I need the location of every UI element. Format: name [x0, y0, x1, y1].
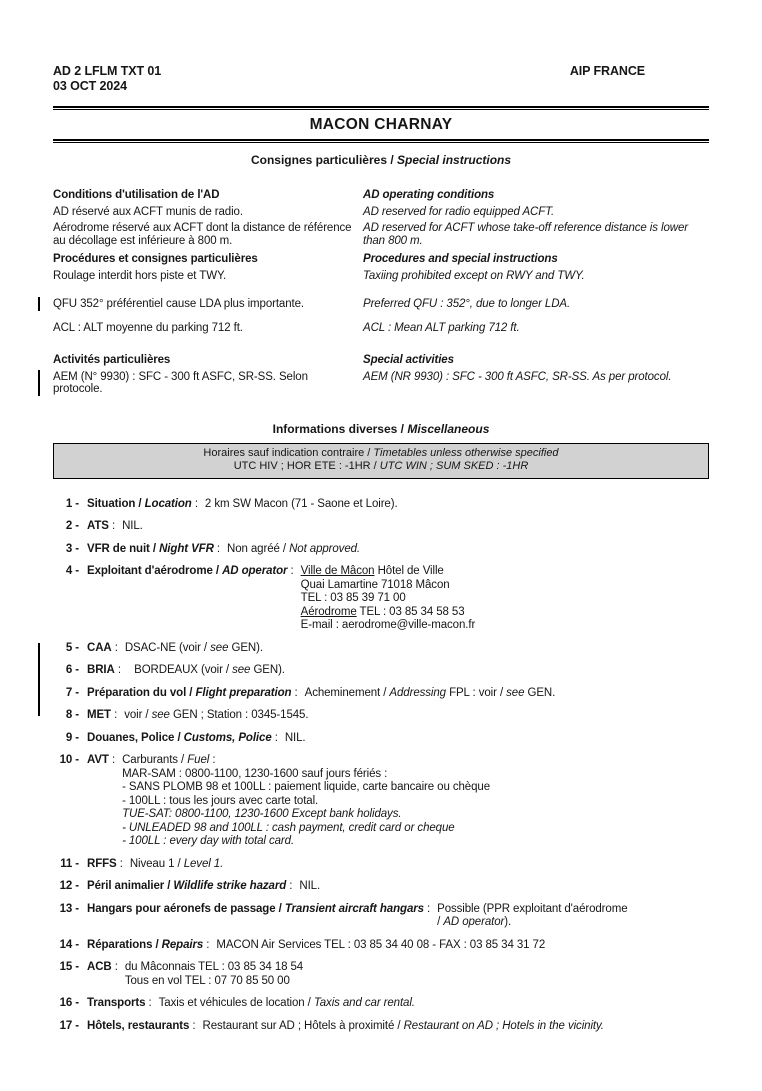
text-segment: Réparations [87, 938, 153, 951]
page-header [53, 64, 709, 94]
english-column [363, 189, 689, 400]
item-label [87, 939, 209, 953]
item-12-wildlife-strike-hazard [53, 880, 709, 894]
text-segment: Situation [87, 497, 136, 510]
item-number: 14 - [59, 938, 79, 951]
text-segment: AD operating conditions [363, 189, 495, 201]
item-label [87, 858, 123, 872]
text-segment: : [145, 997, 152, 1009]
value-line [125, 642, 263, 656]
value-line [130, 858, 223, 872]
text-segment: Possible (PPR exploitant d'aérodrome [437, 902, 628, 915]
text-segment: Hangars pour aéronefs de passage [87, 902, 276, 915]
value-line [299, 880, 320, 894]
document-date: 03 OCT 2024 [53, 79, 127, 93]
item-13-transient-aircraft-hangars [53, 903, 709, 930]
text-segment: MET [87, 709, 111, 721]
text-segment: NIL. [284, 731, 306, 744]
value-line [122, 822, 490, 836]
text-segment: Niveau 1 / [129, 857, 184, 870]
text-segment: Not approved. [289, 542, 361, 555]
text-segment: RFFS [87, 857, 117, 870]
instruction-heading [363, 253, 689, 266]
text-segment: Addressing [389, 686, 446, 699]
text-segment: GEN). [228, 641, 263, 654]
instruction-paragraph [363, 322, 689, 335]
text-segment: Horaires sauf indication contraire / [203, 446, 374, 459]
text-segment: TUE-SAT: 0800-1100, 1230-1600 Except bank holidays. [122, 808, 402, 820]
item-value [128, 664, 285, 678]
text-segment: - 100LL : every day with total card. [122, 835, 295, 847]
value-line [301, 592, 476, 606]
instruction-paragraph-amended [53, 371, 353, 396]
text-segment: : [111, 961, 118, 973]
text-segment: / [212, 565, 223, 577]
item-label [87, 642, 118, 656]
text-segment: see [232, 664, 251, 676]
instruction-paragraph-amended [53, 298, 353, 311]
text-segment: AD reserved for ACFT whose take-off reference distance is lower than 800 m. [363, 222, 688, 247]
text-segment: Péril animalier [87, 880, 165, 892]
text-segment: BORDEAUX (voir / [127, 664, 233, 676]
item-label [87, 754, 115, 768]
value-line [285, 732, 306, 746]
item-1-situation [53, 498, 709, 512]
french-column [53, 189, 353, 400]
item-value [202, 1020, 603, 1034]
text-segment: Acheminement / [304, 686, 390, 699]
item-value [305, 687, 556, 701]
item-10-avt-fuel [53, 754, 709, 849]
text-segment: AEM (NR 9930) : SFC - 300 ft ASFC, SR-SS. As per protocol. [363, 370, 672, 383]
text-segment: E-mail : aerodrome@ville-macon.fr [300, 619, 476, 631]
item-11-rffs [53, 858, 709, 872]
item-number: 2 - [65, 520, 79, 532]
text-segment: / [152, 938, 162, 951]
text-segment: : [114, 664, 121, 676]
text-segment: Préparation du vol [87, 686, 187, 699]
item-label [87, 1020, 195, 1034]
text-segment: see [210, 641, 229, 654]
value-line [122, 520, 143, 534]
value-line [301, 619, 476, 633]
text-segment: : [213, 542, 220, 555]
timetable-line [54, 447, 708, 461]
text-segment: Taxis and car rental. [313, 997, 415, 1009]
item-17-hotels-restaurants [53, 1020, 709, 1034]
item-value [227, 543, 360, 557]
text-segment: Conditions d'utilisation de l'AD [53, 189, 220, 201]
value-line [159, 997, 415, 1011]
text-segment: CAA [87, 641, 112, 654]
value-line [205, 498, 398, 512]
instruction-paragraph [363, 270, 689, 283]
text-segment: : [291, 686, 298, 699]
text-segment: / [437, 916, 444, 928]
text-segment: / [275, 902, 285, 915]
text-segment: AD operator [222, 565, 288, 577]
text-segment: AEM (N° 9930) : SFC - 300 ft ASFC, SR-SS. Selon protocole. [53, 370, 308, 395]
text-segment: : [108, 520, 116, 532]
text-segment: : [286, 880, 293, 892]
item-label [87, 997, 152, 1011]
section-subtitle [53, 153, 709, 167]
text-segment: TEL : 03 85 39 71 00 [300, 592, 406, 604]
value-line [227, 543, 360, 557]
item-value [437, 903, 627, 930]
instruction-paragraph [363, 298, 689, 311]
instruction-heading [53, 189, 353, 202]
text-segment: : [203, 938, 210, 951]
item-number: 8 - [65, 709, 79, 721]
item-6-bria [53, 664, 709, 678]
value-line [122, 795, 490, 809]
text-segment: BRIA [87, 664, 115, 676]
text-segment: Procedures and special instructions [363, 253, 558, 265]
item-value [216, 939, 545, 953]
page-title: MACON CHARNAY [309, 116, 453, 133]
text-segment: : [108, 754, 116, 766]
text-segment: - SANS PLOMB 98 et 100LL : paiement liquide, carte bancaire ou chèque [122, 781, 490, 793]
text-segment: GEN. [524, 686, 556, 699]
value-line [122, 768, 490, 782]
text-segment: MACON Air Services TEL : 03 85 34 40 08 - FAX : 03 85 34 31 72 [216, 938, 546, 951]
item-value [159, 997, 415, 1011]
text-segment: : [189, 1019, 196, 1032]
value-line [437, 916, 627, 930]
text-segment: Night VFR [159, 542, 214, 555]
text-segment: voir / [124, 709, 152, 721]
text-segment: Exploitant d'aérodrome [87, 565, 213, 577]
item-label [87, 543, 220, 557]
item-number: 6 - [65, 664, 79, 676]
text-segment: AD reserved for radio equipped ACFT. [363, 205, 555, 218]
text-segment: : [111, 641, 118, 654]
text-segment: du Mâconnais TEL : 03 85 34 18 54 [124, 961, 304, 973]
text-segment: AVT [87, 754, 109, 766]
item-label [87, 880, 292, 894]
amended-items-group [53, 642, 709, 723]
text-segment: Consignes particulières / [250, 153, 397, 167]
text-segment: NIL. [299, 880, 321, 892]
item-value [130, 858, 223, 872]
item-value [285, 732, 306, 746]
timetable-box [53, 443, 709, 479]
text-segment: FPL : voir / [445, 686, 507, 699]
text-segment: 2 km SW Macon (71 - Saone et Loire). [204, 497, 398, 510]
timetable-line [54, 460, 708, 474]
item-label [87, 709, 117, 723]
item-value [122, 754, 490, 849]
text-segment: ). [504, 916, 512, 928]
item-value [122, 520, 143, 534]
text-segment: Aérodrome réservé aux ACFT dont la distance de référence au décollage est inférieure à 800 m. [53, 222, 352, 247]
text-segment: UTC WIN ; SUM SKED : -1HR [379, 460, 529, 472]
text-segment: Restaurant on AD ; Hotels in the vicinity. [403, 1019, 604, 1032]
text-segment: : [287, 565, 294, 577]
instruction-paragraph [53, 222, 353, 247]
text-segment: Douanes, Police [87, 731, 175, 744]
text-segment: Timetables unless otherwise specified [373, 446, 559, 459]
text-segment: Miscellaneous [407, 421, 490, 436]
item-label [87, 565, 294, 579]
text-segment: Tous en vol TEL : 07 70 85 50 00 [124, 974, 290, 987]
item-value [124, 709, 308, 723]
item-number: 3 - [65, 542, 79, 555]
text-segment: Hôtels, restaurants [87, 1019, 190, 1032]
value-line [301, 606, 476, 620]
text-segment: Roulage interdit hors piste et TWY. [53, 269, 227, 282]
item-2-ats [53, 520, 709, 534]
text-segment: Wildlife strike hazard [173, 880, 287, 892]
text-segment: : [423, 902, 431, 915]
text-segment: Activités particulières [53, 354, 171, 366]
item-value [301, 565, 476, 633]
instruction-heading [363, 354, 689, 367]
instruction-heading [363, 189, 689, 202]
text-segment: : [116, 857, 123, 870]
item-14-repairs [53, 939, 709, 953]
text-segment: AD réservé aux ACFT munis de radio. [53, 205, 243, 218]
miscellaneous-heading [53, 422, 709, 436]
item-8-met [53, 709, 709, 723]
text-segment: VFR de nuit [87, 542, 150, 555]
text-segment: Restaurant sur AD ; Hôtels à proximité / [202, 1019, 404, 1032]
item-number: 15 - [59, 961, 79, 973]
text-segment: Ville de Mâcon [300, 565, 375, 577]
value-line [202, 1020, 603, 1034]
document-reference-block [53, 64, 161, 94]
text-segment: Flight preparation [195, 686, 292, 699]
text-segment: Preferred QFU : 352°, due to longer LDA. [363, 298, 571, 310]
text-segment: - UNLEADED 98 and 100LL : cash payment, credit card or cheque [122, 821, 455, 834]
text-segment: / [174, 731, 184, 744]
instruction-paragraph [363, 206, 689, 219]
item-number: 11 - [60, 857, 79, 870]
value-line [125, 961, 303, 975]
text-segment: MAR-SAM : 0800-1100, 1230-1600 sauf jours fériés : [122, 767, 388, 780]
value-line [125, 975, 303, 989]
horizontal-rule [53, 106, 709, 110]
text-segment: Special activities [363, 354, 454, 366]
item-number: 10 - [59, 754, 79, 766]
text-segment: Non agréé / [226, 542, 290, 555]
item-label [87, 520, 115, 534]
item-label [87, 498, 198, 512]
item-label [87, 961, 118, 975]
instruction-heading [53, 253, 353, 266]
item-number: 17 - [59, 1019, 79, 1032]
text-segment: Transient aircraft hangars [284, 902, 424, 915]
item-4-ad-operator [53, 565, 709, 633]
text-segment: Fuel [187, 754, 210, 766]
special-instructions-section [53, 189, 709, 400]
item-9-customs-police [53, 732, 709, 746]
horizontal-rule [53, 139, 709, 143]
instruction-paragraph [53, 270, 353, 283]
text-segment: GEN). [250, 664, 285, 676]
item-value [299, 880, 320, 894]
items-list [53, 498, 709, 1034]
instruction-paragraph [363, 222, 689, 247]
value-line [301, 565, 476, 579]
publication-name: AIP FRANCE [569, 64, 645, 78]
item-number: 12 - [59, 880, 79, 892]
item-label [87, 903, 430, 917]
value-line [122, 835, 490, 849]
text-segment: Hôtel de Ville [374, 565, 444, 577]
item-number: 5 - [65, 641, 79, 654]
item-number: 1 - [65, 497, 79, 510]
text-segment: Aérodrome [300, 605, 357, 618]
text-segment: : [209, 754, 216, 766]
instruction-paragraph [363, 371, 689, 384]
item-label [87, 732, 278, 746]
item-3-night-vfr [53, 543, 709, 557]
text-segment: TEL : 03 85 34 58 53 [356, 605, 465, 618]
value-line [437, 903, 627, 917]
text-segment: see [506, 686, 525, 699]
instruction-paragraph [53, 206, 353, 219]
item-number: 7 - [65, 686, 79, 699]
text-segment: Location [144, 497, 192, 510]
text-segment: - 100LL : tous les jours avec carte total. [122, 794, 319, 807]
text-segment: : [271, 731, 278, 744]
text-segment: GEN ; Station : 0345-1545. [169, 709, 309, 721]
value-line [301, 579, 476, 593]
value-line [122, 781, 490, 795]
item-16-transports [53, 997, 709, 1011]
text-segment: Quai Lamartine 71018 Mâcon [300, 578, 450, 591]
text-segment: : [191, 497, 198, 510]
text-segment: / [186, 686, 196, 699]
instruction-heading [53, 354, 353, 367]
text-segment: see [151, 709, 170, 721]
text-segment: Carburants / [122, 754, 188, 766]
item-value [205, 498, 398, 512]
text-segment: DSAC-NE (voir / [124, 641, 211, 654]
document-reference: AD 2 LFLM TXT 01 [53, 64, 162, 78]
value-line [305, 687, 556, 701]
text-segment: / [164, 880, 174, 892]
text-segment: Taxiing prohibited except on RWY and TWY. [363, 269, 585, 282]
text-segment: QFU 352° préférentiel cause LDA plus importante. [53, 298, 305, 310]
text-segment: Informations diverses / [272, 421, 408, 436]
value-line [122, 754, 490, 768]
item-number: 4 - [65, 565, 79, 577]
value-line [124, 709, 308, 723]
item-label [87, 664, 121, 678]
item-15-acb [53, 961, 709, 988]
text-segment: ACL : ALT moyenne du parking 712 ft. [53, 321, 243, 334]
text-segment: AD operator [443, 916, 505, 928]
item-label [87, 687, 298, 701]
value-line [122, 808, 490, 822]
text-segment: Level 1. [183, 857, 224, 870]
value-line [216, 939, 545, 953]
text-segment: / [135, 497, 145, 510]
item-number: 13 - [59, 902, 79, 915]
text-segment: ATS [87, 520, 109, 532]
text-segment: Transports [87, 997, 146, 1009]
text-segment: Customs, Police [183, 731, 272, 744]
value-line [128, 664, 285, 678]
item-value [125, 961, 303, 988]
text-segment: ACB [87, 961, 112, 973]
text-segment: / [149, 542, 160, 555]
text-segment: Repairs [161, 938, 204, 951]
text-segment: NIL. [122, 520, 143, 532]
text-segment: Procédures et consignes particulières [53, 253, 258, 265]
item-7-flight-preparation [53, 687, 709, 701]
item-5-caa [53, 642, 709, 656]
text-segment: Special instructions [397, 153, 512, 167]
text-segment: Taxis et véhicules de location / [158, 997, 314, 1009]
item-number: 16 - [59, 997, 79, 1009]
text-segment: ACL : Mean ALT parking 712 ft. [363, 321, 520, 334]
item-value [125, 642, 263, 656]
text-segment: UTC HIV ; HOR ETE : -1HR / [233, 460, 380, 472]
item-number: 9 - [65, 731, 79, 744]
instruction-paragraph [53, 322, 353, 335]
text-segment: : [110, 709, 118, 721]
